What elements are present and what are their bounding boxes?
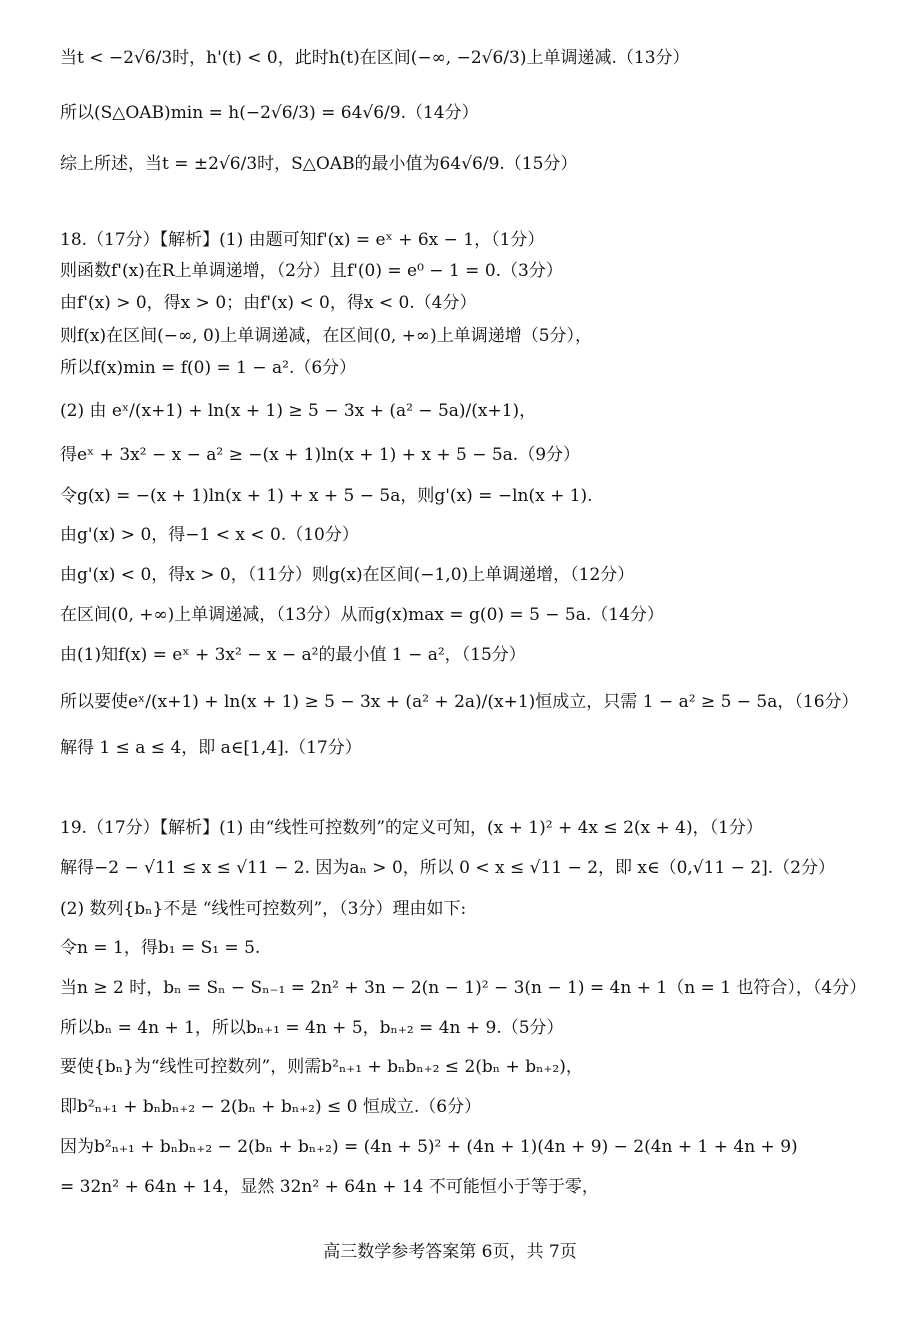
- problem-19-heading: 19.（17分）【解析】(1) 由“线性可控数列”的定义可知，(x + 1)² + 4x ≤ 2(x + 4)，（1分）: [60, 818, 763, 838]
- text-line: 在区间(0, +∞)上单调递减，（13分）从而g(x)max = g(0) = 5 − 5a.（14分）: [60, 605, 664, 625]
- text-line: 解得−2 − √11 ≤ x ≤ √11 − 2. 因为aₙ > 0，所以 0 < x ≤ √11 − 2，即 x∈（0,√11 − 2].（2分）: [60, 858, 835, 878]
- text-line: 要使{bₙ}为“线性可控数列”，则需b²ₙ₊₁ + bₙbₙ₊₂ ≤ 2(bₙ + bₙ₊₂)，: [60, 1057, 583, 1077]
- text-line: 当t < −2√6/3时，h'(t) < 0，此时h(t)在区间(−∞, −2√6/3)上单调递减.（13分）: [60, 48, 690, 68]
- text-line: 所以要使eˣ/(x+1) + ln(x + 1) ≥ 5 − 3x + (a² + 2a)/(x+1)恒成立，只需 1 − a² ≥ 5 − 5a，（16分）: [60, 692, 859, 712]
- text-line: 由f'(x) > 0，得x > 0；由f'(x) < 0，得x < 0.（4分）: [60, 293, 477, 313]
- text-line: 由g'(x) < 0，得x > 0，（11分）则g(x)在区间(−1,0)上单调递增，（12分）: [60, 565, 635, 585]
- text-line: 得eˣ + 3x² − x − a² ≥ −(x + 1)ln(x + 1) + x + 5 − 5a.（9分）: [60, 445, 581, 465]
- text-line: 则函数f'(x)在R上单调递增，（2分）且f'(0) = e⁰ − 1 = 0.（3分）: [60, 261, 563, 281]
- text-line: 由g'(x) > 0，得−1 < x < 0.（10分）: [60, 525, 359, 545]
- text-line: 所以bₙ = 4n + 1，所以bₙ₊₁ = 4n + 5，bₙ₊₂ = 4n + 9.（5分）: [60, 1018, 564, 1038]
- text-line: 令n = 1，得b₁ = S₁ = 5.: [60, 938, 261, 958]
- text-line: 令g(x) = −(x + 1)ln(x + 1) + x + 5 − 5a，则g'(x) = −ln(x + 1).: [60, 486, 593, 506]
- text-line: 因为b²ₙ₊₁ + bₙbₙ₊₂ − 2(bₙ + bₙ₊₂) = (4n + 5)² + (4n + 1)(4n + 9) − 2(4n + 1 + 4n + 9): [60, 1137, 798, 1157]
- text-line: 所以f(x)min = f(0) = 1 − a².（6分）: [60, 358, 357, 378]
- text-line: (2) 由 eˣ/(x+1) + ln(x + 1) ≥ 5 − 3x + (a² − 5a)/(x+1)，: [60, 401, 537, 421]
- text-line: 所以(S△OAB)min = h(−2√6/3) = 64√6/9.（14分）: [60, 103, 479, 123]
- problem-18-heading: 18.（17分）【解析】(1) 由题可知f'(x) = eˣ + 6x − 1，（1分）: [60, 230, 545, 250]
- text-line: 解得 1 ≤ a ≤ 4，即 a∈[1,4].（17分）: [60, 738, 362, 758]
- text-line: (2) 数列{bₙ}不是 “线性可控数列”，（3分）理由如下:: [60, 899, 467, 919]
- text-line: 由(1)知f(x) = eˣ + 3x² − x − a²的最小值 1 − a²，（15分）: [60, 645, 526, 665]
- text-line: 综上所述，当t = ±2√6/3时，S△OAB的最小值为64√6/9.（15分）: [60, 154, 578, 174]
- text-line: 当n ≥ 2 时，bₙ = Sₙ − Sₙ₋₁ = 2n² + 3n − 2(n − 1)² − 3(n − 1) = 4n + 1（n = 1 也符合），（4分）: [60, 978, 867, 998]
- text-line: 即b²ₙ₊₁ + bₙbₙ₊₂ − 2(bₙ + bₙ₊₂) ≤ 0 恒成立.（6分）: [60, 1097, 482, 1117]
- page-footer: 高三数学参考答案第 6页，共 7页: [323, 1242, 577, 1262]
- text-line: = 32n² + 64n + 14，显然 32n² + 64n + 14 不可能恒小于等于零，: [60, 1177, 599, 1197]
- text-line: 则f(x)在区间(−∞, 0)上单调递减，在区间(0, +∞)上单调递增（5分），: [60, 326, 593, 346]
